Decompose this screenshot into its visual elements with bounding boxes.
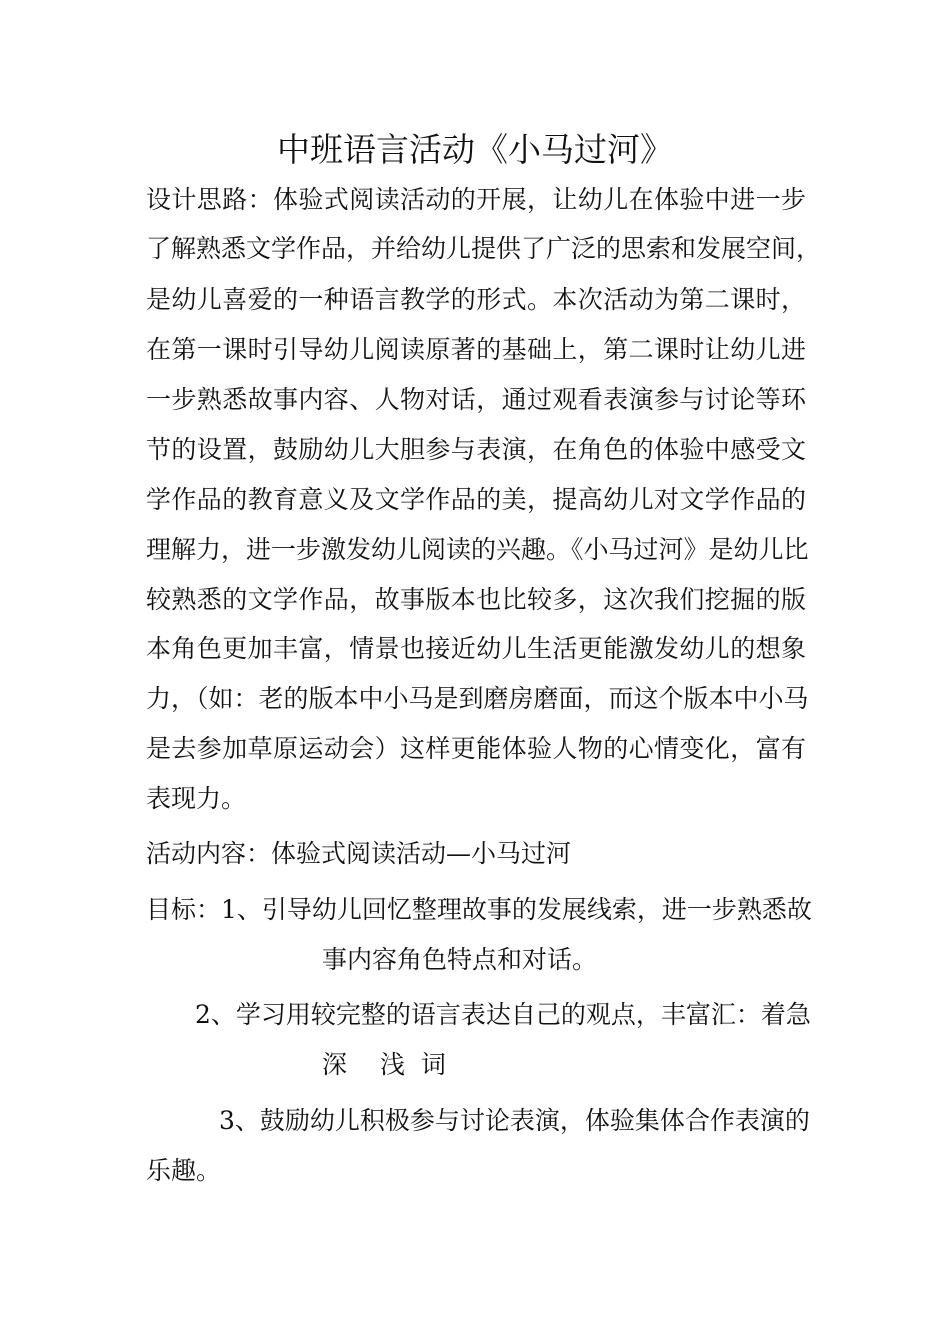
paragraph-line: 表现力。 <box>146 784 247 813</box>
paragraph-line: 较熟悉的文学作品，故事版本也比较多，这次我们挖掘的版 <box>146 585 806 614</box>
paragraph-line: 节的设置，鼓励幼儿大胆参与表演，在角色的体验中感受文 <box>146 435 806 464</box>
paragraph-line: 了解熟悉文学作品，并给幼儿提供了广泛的思索和发展空间， <box>146 234 822 263</box>
paragraph-line: 理解力，进一步激发幼儿阅读的兴趣。《小马过河》是幼儿比 <box>146 535 809 564</box>
paragraph-line: 是去参加草原运动会）这样更能体验人物的心情变化，富有 <box>146 734 806 763</box>
goal-1-line-2: 事内容角色特点和对话。 <box>322 945 598 974</box>
paragraph-line: 力，（如：老的版本中小马是到磨房磨面，而这个版本中小马 <box>146 684 809 713</box>
document-title: 中班语言活动《小马过河》 <box>277 130 673 169</box>
paragraph-line: 一步熟悉故事内容、人物对话，通过观看表演参与讨论等环 <box>146 385 806 414</box>
paragraph-line: 设计思路：体验式阅读活动的开展，让幼儿在体验中进一步 <box>146 185 806 214</box>
activity-content: 活动内容：体验式阅读活动—小马过河 <box>146 839 572 868</box>
goal-1-line-1: 目标：1、引导幼儿回忆整理故事的发展线索，进一步熟悉故 <box>146 895 812 924</box>
goal-2-line-1: 2、学习用较完整的语言表达自己的观点，丰富汇：着急 <box>195 1000 811 1029</box>
goal-3-line-2: 乐趣。 <box>146 1156 222 1185</box>
goal-3-line-1: 3、鼓励幼儿积极参与讨论表演，体验集体合作表演的 <box>219 1106 810 1135</box>
paragraph-line: 在第一课时引导幼儿阅读原著的基础上，第二课时让幼儿进 <box>146 335 806 364</box>
paragraph-line: 本角色更加丰富，情景也接近幼儿生活更能激发幼儿的想象 <box>146 634 806 663</box>
paragraph-line: 学作品的教育意义及文学作品的美，提高幼儿对文学作品的 <box>146 485 806 514</box>
goal-2-line-2: 深 浅 词 <box>322 1050 446 1079</box>
paragraph-line: 是幼儿喜爱的一种语言教学的形式。本次活动为第二课时， <box>146 285 806 314</box>
